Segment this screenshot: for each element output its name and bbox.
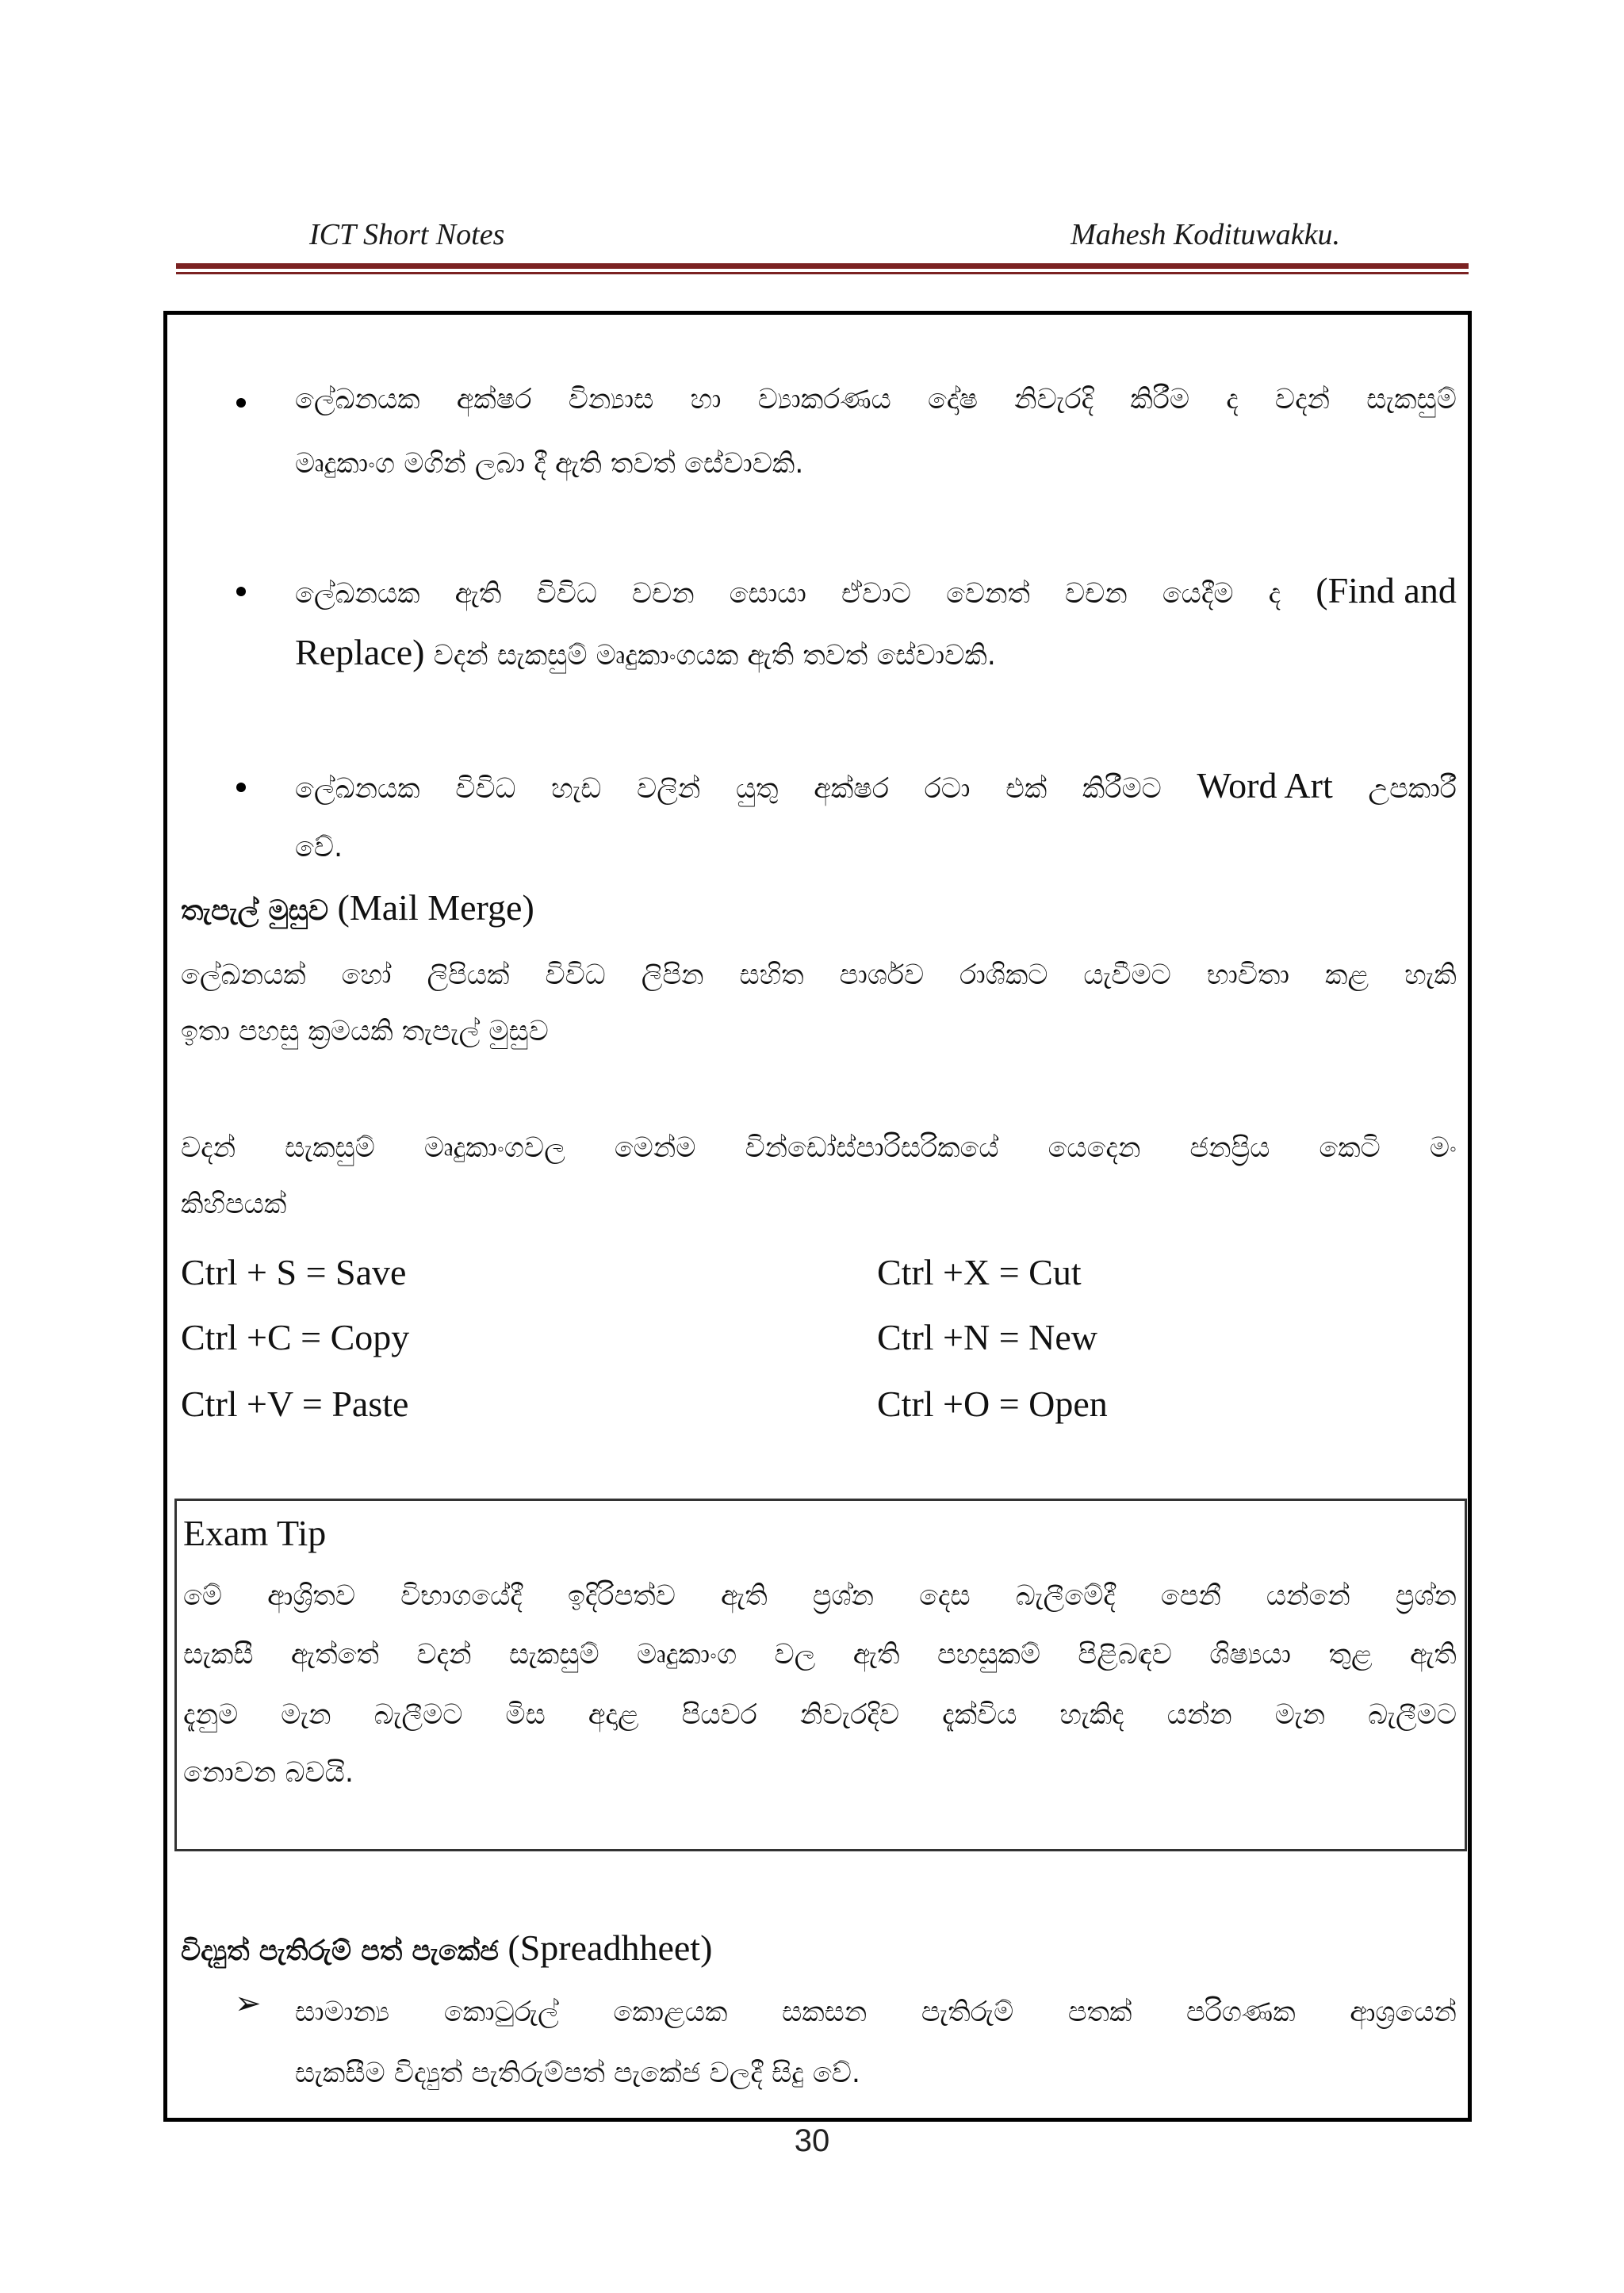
bullet-3 bbox=[295, 764, 1457, 806]
arrowhead-bullet-icon: ➢ bbox=[235, 1985, 262, 2022]
shortcut-save: Ctrl + S = Save bbox=[181, 1252, 407, 1292]
word: නිවැරදි bbox=[1014, 384, 1094, 415]
header-author: Mahesh Kodituwakku. bbox=[1071, 218, 1340, 251]
word: විභාගයේදී bbox=[400, 1580, 523, 1612]
word: බැලීමේදී bbox=[1015, 1580, 1116, 1612]
spreadsheet-text bbox=[295, 1996, 1457, 2028]
word: උපකාරී bbox=[1368, 773, 1457, 805]
word: ලිපින bbox=[641, 959, 704, 991]
word: විවිධ bbox=[545, 959, 606, 991]
bullet-1 bbox=[295, 384, 1457, 415]
bullet-dot bbox=[236, 783, 246, 792]
word: බැලීමට bbox=[1368, 1699, 1457, 1731]
bullet-dot bbox=[236, 587, 246, 596]
shortcuts-intro-line-2: කිහිපයක් bbox=[181, 1189, 287, 1220]
word: පරිගණක bbox=[1186, 1996, 1296, 2028]
page-header bbox=[167, 217, 1340, 257]
word: පිළිබඳව bbox=[1078, 1639, 1172, 1671]
word: පියවර bbox=[681, 1699, 757, 1731]
word: වදන් bbox=[181, 1132, 236, 1164]
word: සොයා bbox=[729, 578, 806, 610]
shortcut-paste: Ctrl +V = Paste bbox=[181, 1384, 409, 1424]
word: වින්‍යාස bbox=[568, 384, 654, 415]
word: එක් bbox=[1005, 773, 1048, 805]
word: ශිෂ්‍යයා bbox=[1209, 1639, 1292, 1671]
exam-tip-line-1-wrap bbox=[183, 1580, 1457, 1612]
word: බැලීමට bbox=[373, 1699, 463, 1731]
shortcut-cut: Ctrl +X = Cut bbox=[877, 1252, 1082, 1292]
word: ඇති bbox=[852, 1639, 900, 1671]
word: ඇත්තේ bbox=[290, 1639, 379, 1671]
word: මෘදුකාංගවල bbox=[423, 1132, 565, 1164]
word: වෙනත් bbox=[946, 578, 1030, 610]
exam-tip-line-2-wrap bbox=[183, 1639, 1457, 1671]
word: යෙදෙන bbox=[1048, 1132, 1141, 1164]
word: කෙටි bbox=[1319, 1132, 1381, 1164]
shortcut-open: Ctrl +O = Open bbox=[877, 1384, 1108, 1424]
word: ලේඛනයක bbox=[295, 578, 420, 610]
exam-tip-line-4: නොවන බවයි. bbox=[183, 1757, 354, 1789]
word: ඒවාට bbox=[841, 578, 911, 610]
word: සැකසුම් bbox=[285, 1132, 375, 1164]
shortcut-copy: Ctrl +C = Copy bbox=[181, 1317, 410, 1357]
word: ව්‍යාකරණය bbox=[757, 384, 891, 415]
bullet-2-line-2 bbox=[295, 634, 996, 671]
word: ද bbox=[1268, 578, 1281, 610]
mail-merge-text bbox=[181, 959, 1457, 991]
word: සකසන bbox=[782, 1996, 868, 2028]
shortcuts-intro-line-1 bbox=[181, 1132, 1457, 1164]
word: නිවැරදිව bbox=[799, 1699, 900, 1731]
word: රාශිකට bbox=[959, 959, 1048, 991]
mail-merge-heading-en: (Mail Merge) bbox=[328, 887, 534, 928]
header-title: ICT Short Notes bbox=[309, 218, 505, 251]
bullet-2-latin: Replace) bbox=[295, 632, 425, 672]
bullet-2 bbox=[295, 569, 1457, 611]
word: ලිපියක් bbox=[427, 959, 510, 991]
word: හැකිද bbox=[1059, 1699, 1124, 1731]
bullet-dot bbox=[236, 398, 246, 408]
word: දෙස bbox=[919, 1580, 971, 1612]
word: යැවීමට bbox=[1083, 959, 1171, 991]
word: අක්ෂර bbox=[814, 773, 890, 805]
word: හෝ bbox=[341, 959, 392, 991]
word: කළ bbox=[1324, 959, 1369, 991]
word: තුළ bbox=[1328, 1639, 1373, 1671]
word: වචන bbox=[631, 578, 695, 610]
shortcut-new: Ctrl +N = New bbox=[877, 1317, 1098, 1357]
word: සහිත bbox=[739, 959, 804, 991]
word: පතක් bbox=[1067, 1996, 1132, 2028]
spreadsheet-heading-en: (Spreadhheet) bbox=[498, 1927, 713, 1968]
bullet-1-line-2: මෘදුකාංග මගින් ලබා දී ඇති තවත් සේවාවකි. bbox=[295, 448, 804, 480]
mail-merge-line-2: ඉතා පහසු ක්‍රමයකි තැපැල් මුසුව bbox=[181, 1016, 549, 1047]
word: කොටුරුල් bbox=[443, 1996, 559, 2028]
word: මේ bbox=[183, 1580, 223, 1612]
word: (Find and bbox=[1316, 570, 1457, 611]
word: රටා bbox=[924, 773, 971, 805]
bullet-3-line-2: වේ. bbox=[295, 832, 343, 863]
mail-merge-heading bbox=[181, 887, 534, 928]
word: වදන් bbox=[416, 1639, 472, 1671]
word: ඉදිරිපත්ව bbox=[567, 1580, 676, 1612]
bullet-2-rest: වදන් සැකසුම් මෘදුකාංගයක ඇති තවත් සේවාවකි. bbox=[424, 640, 996, 672]
word: ආශ්‍රයෙන් bbox=[1350, 1996, 1457, 2028]
bullet-3-line-1 bbox=[295, 764, 1457, 806]
word: ලේඛනයක bbox=[295, 773, 420, 805]
word: වචන bbox=[1064, 578, 1128, 610]
word: හැඩ bbox=[551, 773, 602, 805]
exam-tip-title: Exam Tip bbox=[183, 1513, 327, 1553]
spreadsheet-heading bbox=[181, 1927, 713, 1968]
word: සැකසී bbox=[183, 1639, 254, 1671]
word: භාවිතා bbox=[1206, 959, 1289, 991]
word: අදාළ bbox=[588, 1699, 639, 1731]
bullet-2-line-1 bbox=[295, 569, 1457, 611]
exam-tip-line-3 bbox=[183, 1699, 1457, 1731]
header-rule-thin bbox=[176, 272, 1469, 274]
header-rule-thick bbox=[176, 263, 1469, 269]
word: ඇති bbox=[1410, 1639, 1457, 1671]
word: ද bbox=[1226, 384, 1239, 415]
word: පෙනී bbox=[1160, 1580, 1221, 1612]
spreadsheet-line-1 bbox=[295, 1996, 1457, 2028]
word: Word Art bbox=[1197, 765, 1333, 806]
exam-tip-line-3-wrap bbox=[183, 1699, 1457, 1731]
exam-tip-box bbox=[174, 1499, 1467, 1851]
word: මිස bbox=[505, 1699, 546, 1731]
word: දෝෂ bbox=[927, 384, 979, 415]
word: මැන bbox=[281, 1699, 331, 1731]
exam-tip-line-2 bbox=[183, 1639, 1457, 1671]
word: මෙන්ම bbox=[614, 1132, 696, 1164]
word: යන්න bbox=[1166, 1699, 1232, 1731]
word: විවිධ bbox=[455, 773, 516, 805]
word: ඇති bbox=[720, 1580, 768, 1612]
exam-tip-line-1 bbox=[183, 1580, 1457, 1612]
word: පාර්ශව bbox=[839, 959, 925, 991]
word: දැනුම bbox=[183, 1699, 239, 1731]
word: අක්ෂර bbox=[456, 384, 532, 415]
word: දැක්විය bbox=[942, 1699, 1017, 1731]
word: වදන් bbox=[1274, 384, 1331, 415]
word: ඇති bbox=[454, 578, 502, 610]
word: මැන bbox=[1274, 1699, 1326, 1731]
spreadsheet-line-2: සැකසීම විද්‍යුත් පැතිරුම්පත් පැකේජ වලදී සිදු වේ. bbox=[295, 2058, 861, 2089]
word: සැකසුම් bbox=[1366, 384, 1457, 415]
word: පැතිරුම් bbox=[921, 1996, 1014, 2028]
word: ප්‍රශ්න bbox=[1395, 1580, 1457, 1612]
word: යෙදීම bbox=[1162, 578, 1234, 610]
word: මෘදුකාංග bbox=[637, 1639, 737, 1671]
word: මං bbox=[1429, 1132, 1457, 1164]
word: කොළයක bbox=[613, 1996, 728, 2028]
word: කිරීමට bbox=[1082, 773, 1162, 805]
word: ප්‍රශ්න bbox=[812, 1580, 874, 1612]
word: ආශ්‍රිතව bbox=[267, 1580, 355, 1612]
bullet-1-line-1 bbox=[295, 384, 1457, 415]
word: ලේඛනයක් bbox=[181, 959, 306, 991]
shortcuts-intro bbox=[181, 1132, 1457, 1164]
word: යන්නේ bbox=[1266, 1580, 1350, 1612]
word: වින්ඩෝස්පාරිසරිකයේ bbox=[745, 1132, 999, 1164]
mail-merge-line-1 bbox=[181, 959, 1457, 991]
page-number: 30 bbox=[794, 2123, 830, 2158]
mail-merge-heading-si: තැපැල් මුසුව bbox=[181, 895, 329, 927]
word: ලේඛනයක bbox=[295, 384, 420, 415]
word: පහසුකම් bbox=[937, 1639, 1041, 1671]
word: විවිධ bbox=[536, 578, 597, 610]
spreadsheet-heading-si: විද්‍යුත් පැතිරුම් පත් පැකේජ bbox=[181, 1935, 499, 1967]
word: හා bbox=[690, 384, 722, 415]
word: යුතු bbox=[735, 773, 779, 805]
word: වල bbox=[774, 1639, 816, 1671]
word: ජනප්‍රිය bbox=[1189, 1132, 1270, 1164]
word: කිරීම bbox=[1130, 384, 1190, 415]
word: වලින් bbox=[637, 773, 701, 805]
word: සාමාන්‍ය bbox=[295, 1996, 390, 2028]
word: හැකි bbox=[1404, 959, 1457, 991]
word: සැකසුම් bbox=[508, 1639, 599, 1671]
